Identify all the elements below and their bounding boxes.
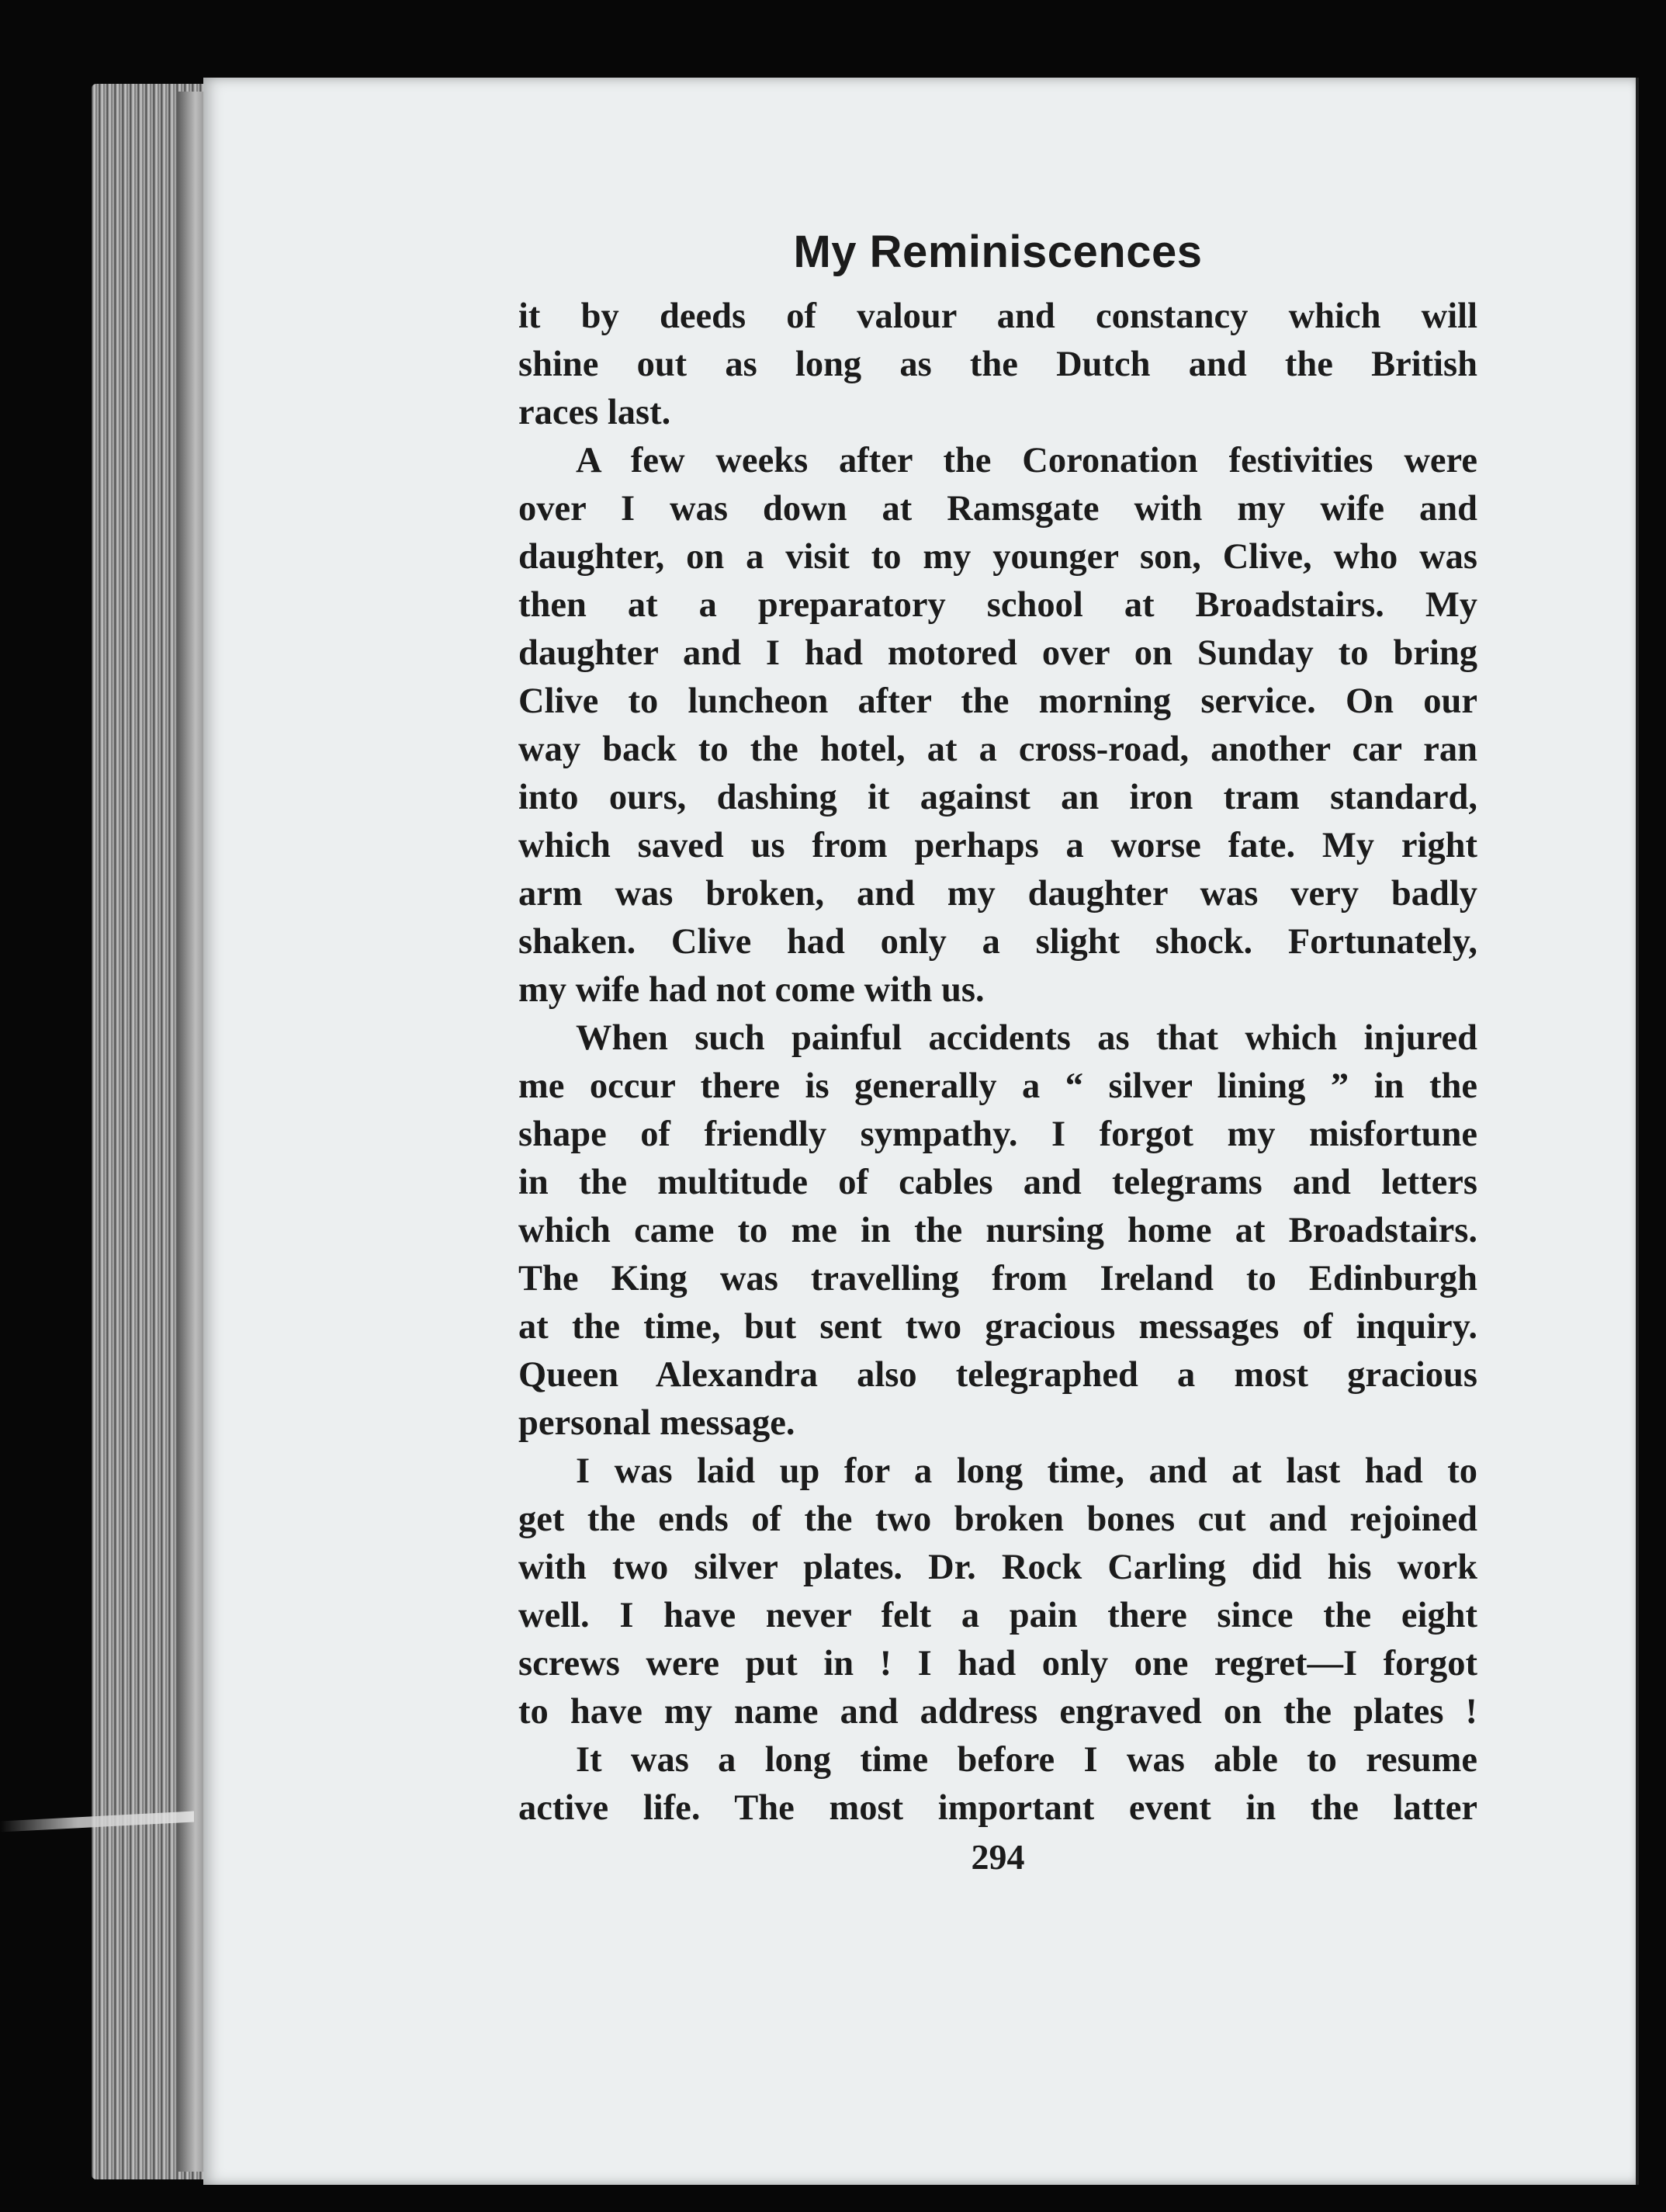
text-line: races last. bbox=[518, 393, 671, 432]
text-line: A few weeks after the Coronation festivities were bbox=[576, 441, 1477, 480]
text-line: active life. The most important event in the latter bbox=[518, 1788, 1477, 1828]
text-line: then at a preparatory school at Broadstairs. My bbox=[518, 585, 1477, 625]
text-line: I was laid up for a long time, and at last had to bbox=[576, 1451, 1477, 1491]
text-line: Queen Alexandra also telegraphed a most gracious bbox=[518, 1355, 1477, 1395]
text-line: arm was broken, and my daughter was very badly bbox=[518, 874, 1477, 914]
text-line: to have my name and address engraved on the plates ! bbox=[518, 1692, 1477, 1732]
text-line: Clive to luncheon after the morning service. On our bbox=[518, 681, 1477, 721]
text-line: The King was travelling from Ireland to Edinburgh bbox=[518, 1259, 1477, 1298]
page-right-edge bbox=[1636, 78, 1639, 2185]
text-line: which saved us from perhaps a worse fate. My right bbox=[518, 826, 1477, 865]
text-line: It was a long time before I was able to resume bbox=[576, 1740, 1477, 1780]
text-line: well. I have never felt a pain there since the eight bbox=[518, 1596, 1477, 1635]
text-line: way back to the hotel, at a cross-road, another car ran bbox=[518, 730, 1477, 769]
text-line: my wife had not come with us. bbox=[518, 970, 985, 1010]
text-line: daughter and I had motored over on Sunday to bring bbox=[518, 633, 1477, 673]
text-line: personal message. bbox=[518, 1403, 795, 1443]
page-number: 294 bbox=[971, 1837, 1025, 1877]
text-line: get the ends of the two broken bones cut and rejoined bbox=[518, 1500, 1477, 1539]
text-line: into ours, dashing it against an iron tram standard, bbox=[518, 778, 1477, 817]
text-line: which came to me in the nursing home at Broadstairs. bbox=[518, 1211, 1477, 1250]
text-line: in the multitude of cables and telegrams and letters bbox=[518, 1163, 1477, 1202]
text-line: screws were put in ! I had only one regret—I forgot bbox=[518, 1644, 1477, 1683]
text-line: When such painful accidents as that which injured bbox=[576, 1018, 1477, 1058]
text-line: shape of friendly sympathy. I forgot my misfortune bbox=[518, 1115, 1477, 1154]
text-line: with two silver plates. Dr. Rock Carling did his work bbox=[518, 1548, 1477, 1587]
running-head: My Reminiscences bbox=[793, 227, 1203, 277]
text-line: at the time, but sent two gracious messages of inquiry. bbox=[518, 1307, 1477, 1347]
text-line: shaken. Clive had only a slight shock. Fortunately, bbox=[518, 922, 1477, 962]
text-line: it by deeds of valour and constancy which will bbox=[518, 296, 1477, 336]
text-line: shine out as long as the Dutch and the British bbox=[518, 345, 1477, 384]
text-line: over I was down at Ramsgate with my wife and bbox=[518, 489, 1477, 529]
page-text-block bbox=[518, 221, 1477, 1881]
text-line: daughter, on a visit to my younger son, Clive, who was bbox=[518, 537, 1477, 577]
text-line: me occur there is generally a “ silver lining ” in the bbox=[518, 1066, 1477, 1106]
